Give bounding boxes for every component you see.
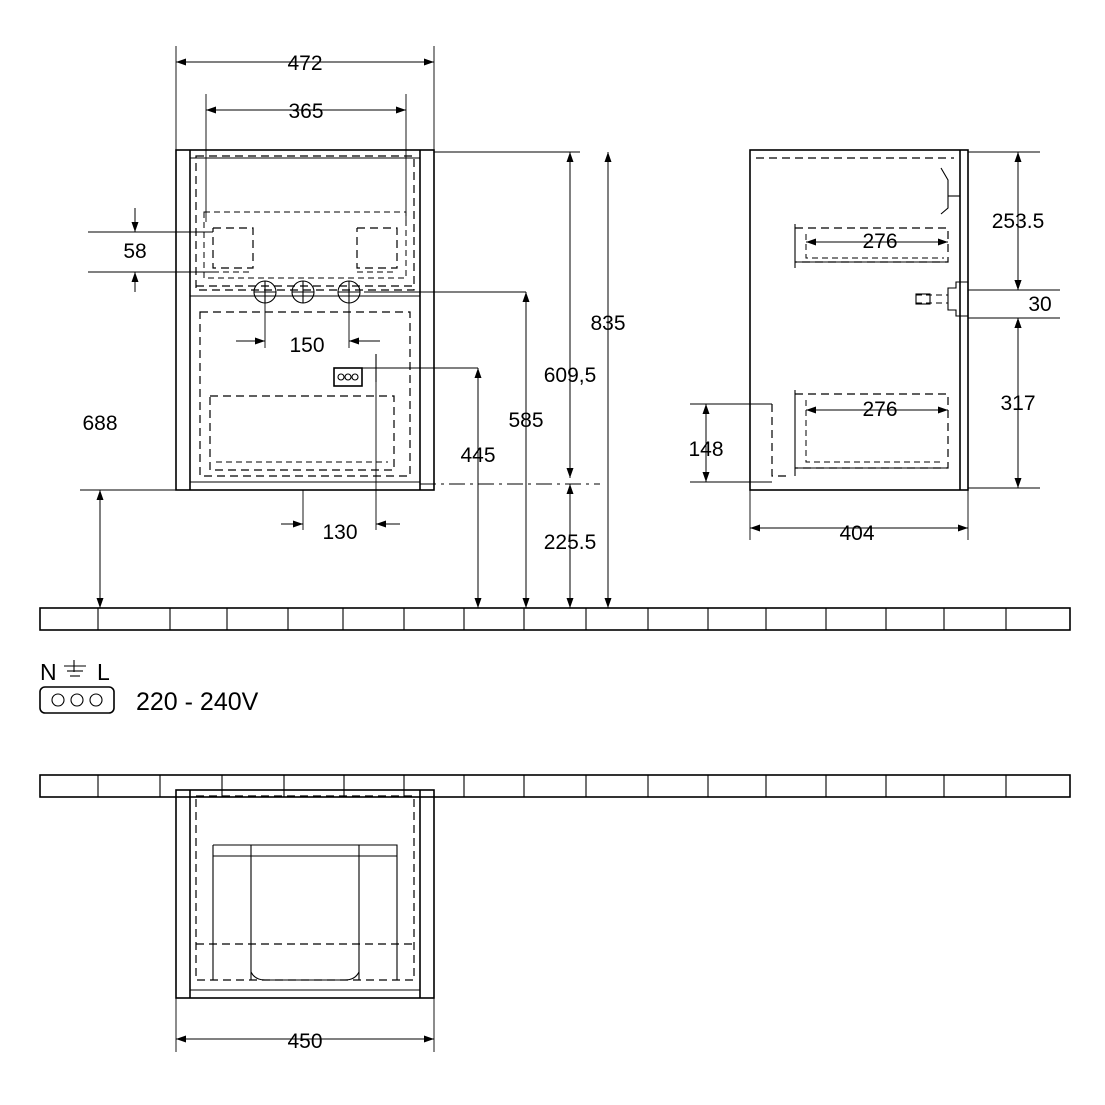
dim-side-rail-upper: 276	[862, 230, 898, 253]
dim-front-socket-offset: 150	[289, 334, 325, 357]
top-view-dimensions	[176, 998, 434, 1053]
top-view	[176, 790, 434, 998]
side-view	[750, 150, 968, 490]
terminal-label-neutral: N	[40, 659, 57, 685]
terminal-block-icon	[40, 687, 114, 713]
lower-wall-line	[40, 775, 1070, 797]
dim-front-overall-width: 472	[287, 52, 323, 75]
dim-front-225-5: 225.5	[543, 531, 597, 554]
front-view	[176, 150, 434, 490]
side-view-dimensions	[688, 152, 1060, 545]
dim-front-835: 835	[590, 312, 626, 335]
dim-side-317: 317	[1000, 392, 1036, 415]
dim-side-148: 148	[688, 438, 724, 461]
dim-front-bottom-offset: 130	[322, 521, 358, 544]
dim-front-609-5: 609,5	[543, 364, 597, 387]
dim-top-width: 450	[287, 1030, 323, 1053]
dim-front-top-offset: 58	[123, 240, 147, 263]
dim-front-585: 585	[508, 409, 544, 432]
front-view-dimensions	[80, 46, 626, 608]
dim-front-inner-width: 365	[288, 100, 324, 123]
dim-front-height-to-floor: 688	[82, 412, 118, 435]
power-legend	[40, 659, 259, 716]
dim-front-445: 445	[460, 444, 496, 467]
earth-symbol-icon	[64, 660, 86, 676]
dim-side-rail-lower: 276	[862, 398, 898, 421]
dim-side-253-5: 253.5	[991, 210, 1045, 233]
terminal-label-line: L	[97, 659, 110, 685]
upper-wall-line	[40, 608, 1070, 630]
dim-side-30: 30	[1028, 293, 1052, 316]
power-voltage-label: 220 - 240V	[136, 688, 259, 716]
dim-side-depth: 404	[839, 522, 875, 545]
